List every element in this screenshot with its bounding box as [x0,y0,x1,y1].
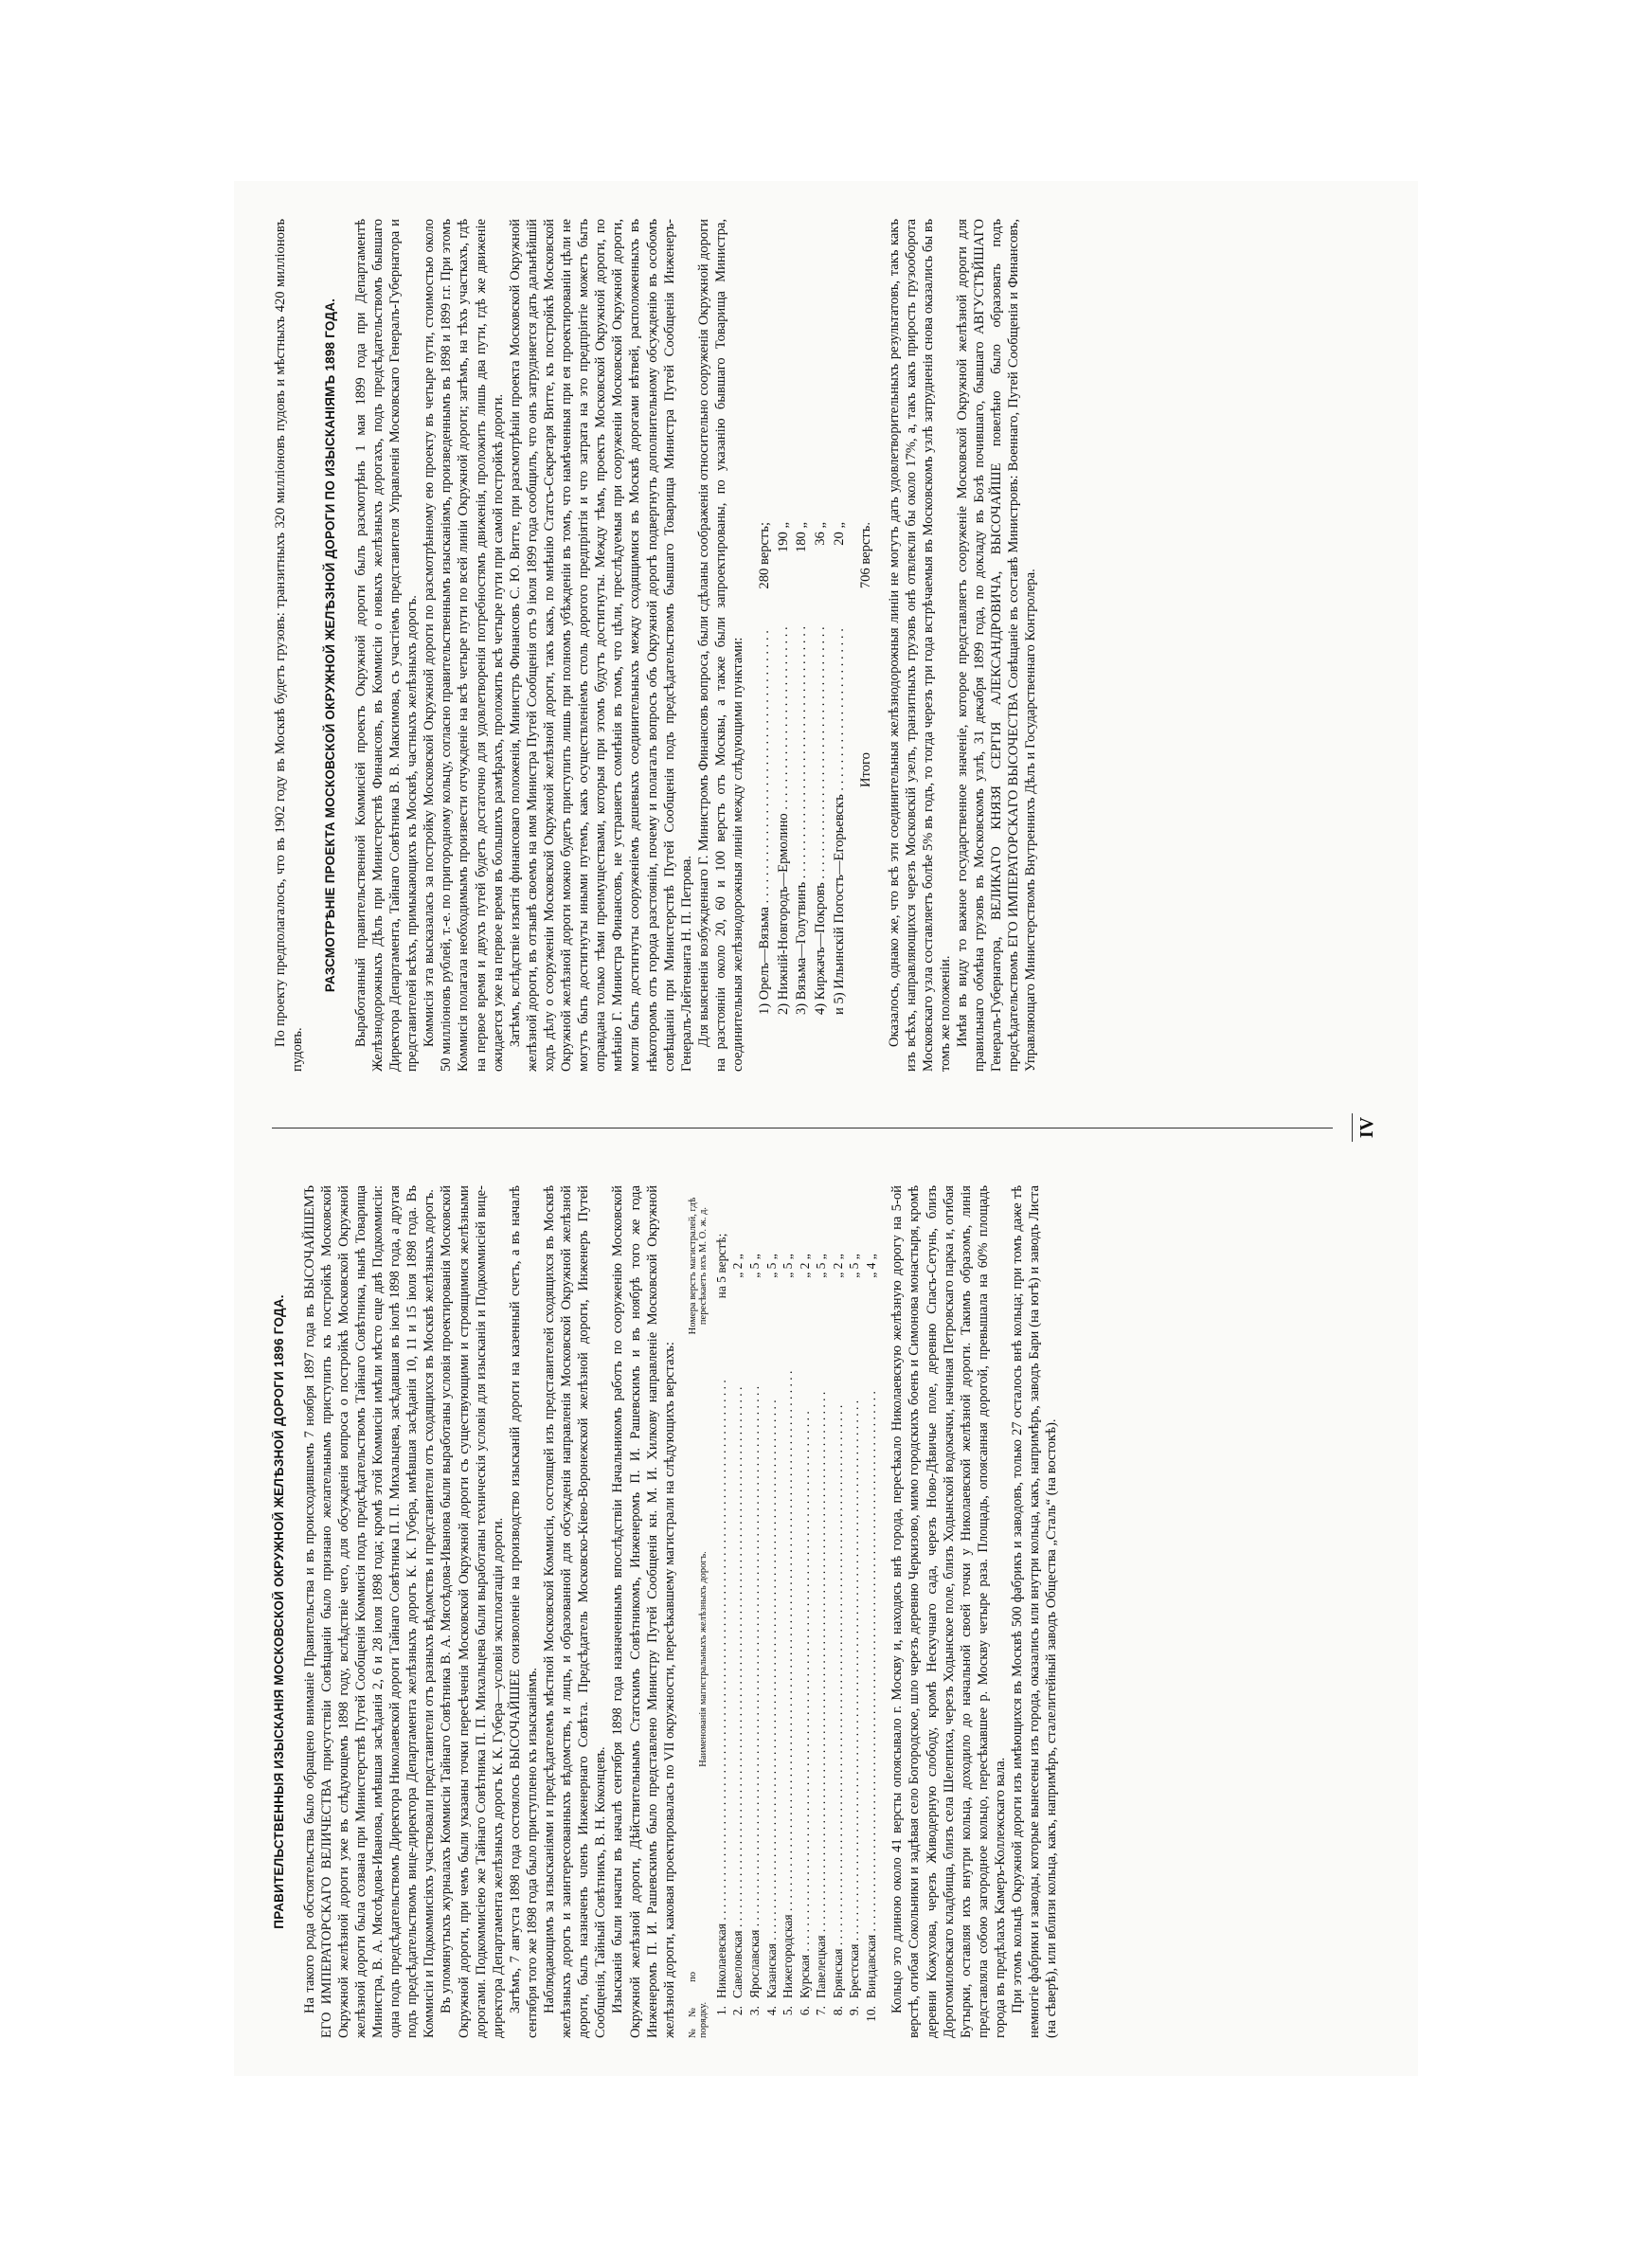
route-name: 2) Нижній-Новгородъ—Ермолино . . . [775,626,794,1015]
list-item [812,522,831,1015]
route-length: 36 „ [813,522,829,546]
row-number: 3. [746,2006,762,2016]
verst-value: „ 5 „ [781,1254,796,1278]
railway-name: Брянская . . . [830,1346,847,1998]
total-label: Итого [857,752,873,787]
paragraph: Выработанный правительственной Коммисіей проектъ Окружной дороги былъ разсмотрѣнъ 1 мая 1899 года при Департаментѣ Желѣзнодорожныхъ Дѣлъ при Министерствѣ Финансовъ, въ Коммисіи о новыхъ желѣзныхъ дорогахъ, подъ предсѣдательствомъ бывшаго Директора Департамента, Тайнаго Совѣтника В. В. Максимова, съ участіемъ представителя Управленія Московскаго Генералъ-Губернатора и представителей всѣхъ, примыкающихъ къ Москвѣ, частныхъ желѣзныхъ дорогъ. [352,219,421,1072]
paragraph: Затѣмъ, вслѣдствіе изъятія финансоваго положенія, Министръ Финансовъ С. Ю. Витте, при разсмотрѣніи проекта Московской Окружной желѣзной дороги, въ отзывѣ своемъ на имя Министра Путей Сообщенія отъ 9 іюля 1899 года сообщилъ, что онъ затрудняется дать дальнѣйшій ходъ дѣлу о сооруженіи Московской Окружной желѣзной дороги, такъ какъ, по мнѣнію Статсъ-Секретаря Витте, къ постройкѣ Московской Окружной желѣзной дороги можно будетъ приступить лишь при полномъ убѣжденіи въ томъ, что намѣченныя при ея проектированіи цѣли не могутъ быть достигнуты иными путемъ, какъ осуществленіемъ столь дорогого предпріятія и что затрата на это предпріятіе можетъ быть оправдана только тѣми преимуществами, которыя при этомъ будутъ достигнуты. Между тѣмъ, проектъ Московской Окружной дороги, по мнѣнію Г. Министра Финансовъ, не устраняетъ сомнѣнія въ томъ, что цѣли, преслѣдуемыя при сооруженіи Московской Окружной дороги, могли быть достигнуты сооруженіемъ дешевыхъ соединительныхъ между сходящимися въ Москвѣ дорогами вѣтвей, расположенныхъ въ нѣкоторомъ отъ города разстояніи, почему и полагалъ вопросъ объ Окружной дорогѣ подвергнуть дополнительному обсужденію въ особомъ совѣщаніи при Министерствѣ Путей Сообщенія подъ предсѣдательствомъ бывшаго Товарища Министра Путей Сообщенія Инженеръ-Генералъ-Лейтенанта Н. П. Петрова. [507,219,694,1072]
verst-value: „ 2 „ [730,1254,745,1278]
row-number: 7. [814,2006,829,2016]
right-column [272,219,1380,1072]
table-row [746,1185,763,2038]
row-number: 1. [713,2006,728,2016]
row-number: 8. [830,2006,845,2016]
paragraph: Имѣя въ виду то важное государственное значеніе, которое представляетъ сооруженіе Московской Окружной желѣзной дороги для правильнаго обмѣна грузовъ въ Московскомъ узлѣ, 31 декабря 1899 года, по докладу въ Бозѣ почившаго, бывшаго АВГУСТѢЙШАГО Генералъ-Губернатора, ВЕЛИКАГО КНЯЗЯ СЕРГІЯ АЛЕКСАНДРОВИЧА, ВЫСОЧАЙШЕ повелѣно было образовать подъ предсѣдательствомъ ЕГО ИМПЕРАТОРСКАГО ВЫСОЧЕСТВА Совѣщаніе въ составѣ Министровъ: Военнаго, Путей Сообщенія и Финансовъ, Управляющаго Министерствомъ Внутреннихъ Дѣлъ и Государственнаго Контролера. [954,219,1039,1072]
verst-value: на 5 верстѣ; [713,1233,728,1299]
column-header-name: Наименованія магистральныхъ желѣзныхъ дорогъ. [698,1551,709,1767]
verst-value: „ 5 „ [746,1254,762,1278]
row-number: 10. [863,2006,878,2022]
paragraph: Для выясненія возбужденнаго Г. Министромъ Финансовъ вопроса, были сдѣланы соображенія относительно сооруженія Окружной дороги на разстояніи около 20, 60 и 100 верстъ отъ Москвы, а также были запроектированы, по указанію бывшаго Товарища Министра, соединительныя желѣзнодорожныя линіи между слѣдующими пунктами: [695,219,745,1072]
table-row [780,1185,797,2038]
railway-name: Савеловская . . . [729,1346,746,1998]
paragraph: По проекту предполагалось, что въ 1902 году въ Москвѣ будетъ грузовъ: транзитныхъ 320 милліоновъ пудовъ и мѣстныхъ 420 милліоновъ пудовъ. [273,219,306,1072]
paragraph: При этомъ кольцѣ Окружной дороги изъ имѣющихся въ Москвѣ 500 фабрикъ и заводовъ, только 27 осталось внѣ кольца; при томъ даже тѣ немногіе фабрики и заводы, которые вынесены изъ города, оказались или внутри кольца, какъ, напримѣръ, заводъ Бари (на югѣ) и заводъ Листа (на сѣверѣ), или вблизи кольца, какъ, напримѣръ, сталелитейный заводъ Общества „Сталь“ (на востокѣ). [1010,1185,1060,2038]
railway-name: Ярославская . . . [746,1346,763,1998]
paragraph: Коммисія эта высказалась за постройку Московской Окружной дороги по разсмотрѣнному ею проекту въ четыре пути, стоимостью около 50 милліоновъ рублей, т.-е. по пригородному кольцу, согласно правительственнымъ изысканіямъ, произведеннымъ въ 1898 и 1899 г.г. При этомъ Коммисія полагала необходимымъ произвести отчужденіе на всѣ четыре пути по всей линіи Окружной дороги; затѣмъ, на тѣхъ участкахъ, гдѣ на первое время и двухъ путей будетъ достаточно для удовлетворенія потребностямъ движенія, проложить лишь два пути, гдѣ же движеніе ожидается уже на первое время въ большихъ размѣрахъ, проложить всѣ четыре пути при самой постройкѣ дороги. [422,219,506,1072]
verst-value: „ 5 „ [814,1254,829,1278]
railway-name: Брестская . . . [846,1346,863,1998]
column-header-number: №№ по порядку. [687,1972,709,2038]
list-item [793,522,812,1015]
table-header [688,1185,709,2038]
row-number: 6. [797,2006,812,2016]
row-number: 9. [847,2006,862,2016]
total-value: 706 верстъ. [857,522,873,589]
railway-name: Виндавская . . . [863,1346,880,1998]
route-length: 20 „ [831,522,847,546]
verst-value: „ 2 „ [797,1254,812,1278]
table-row [713,1185,730,2038]
route-length: 280 верстъ; [757,522,773,589]
routes-total [857,522,874,787]
table-row [797,1185,814,2038]
table-row [863,1185,880,2038]
paragraph: Въ упомянутыхъ журналахъ Коммисіи Тайнаго Совѣтника В. А. Мясоѣдова-Иванова были выработаны условія проектированія Московской Окружной дороги, при чемъ были указаны точки пересѣченія Московской Окружной дороги съ существующими и строящимися желѣзными дорогами. Подкоммисіею же Тайнаго Совѣтника П. П. Михальцева были выработаны техническія условія для изысканія и Подкоммисіей вице-директора Департамента желѣзныхъ дорогъ К. К. Губера—условія эксплоатаціи дороги. [439,1185,506,2038]
railway-name: Курская . . . [797,1346,814,1998]
route-name: 3) Вязьма—Голутвинъ . . . [793,626,812,1015]
paragraph: На такого рода обстоятельства было обращено вниманіе Правительства и въ происходившемъ 7 ноября 1897 года въ ВЫСОЧАЙШЕМЪ ЕГО ИМПЕРАТОРСКАГО ВЕЛИЧЕСТВА присутствіи Совѣщаніи было признано желательнымъ приступить къ постройкѣ Московской Окружной желѣзной дороги уже въ слѣдующемъ 1898 году, вслѣдствіе чего, для обсужденія вопроса о постройкѣ Московской Окружной желѣзной дороги была созвана при Министерствѣ Путей Сообщенія Коммисія подъ предсѣдательствомъ Тайнаго Совѣтника, нынѣ Товарища Министра, В. А. Мясоѣдова-Иванова, имѣвшая засѣданія 2, 6 и 28 іюля 1898 года; кромѣ этой Коммисіи имѣли мѣсто еще двѣ Подкоммисіи: одна подъ предсѣдательствомъ Директора Николаевской дороги Тайнаго Совѣтника П. П. Михальцева, засѣдавшая въ іюлѣ 1898 года, а другая подъ предсѣдательствомъ вице-директора Департамента желѣзныхъ дорогъ К. К. Губера, имѣвшая засѣданія 10, 11 и 15 іюля 1898 года. Въ Коммисіи и Подкоммисіяхъ участвовали представители отъ разныхъ вѣдомствъ и представители отъ сходящихся въ Москвѣ желѣзныхъ дорогъ. [301,1185,438,2038]
list-item [831,522,850,1015]
column-header-verst: Номера верстъ магистралей, гдѣ пересѣкаетъ ихъ М. О. ж. д. [687,1197,709,1335]
row-number: 4. [763,2006,779,2016]
verst-value: „ 4 „ [863,1254,878,1278]
railway-crossings-table [688,1185,880,2038]
table-row [729,1185,746,2038]
route-name: 1) Орелъ—Вязьма . . . [756,626,775,1015]
route-name: 4) Киржачъ—Покровъ . . . [812,626,831,1015]
connecting-lines-list [756,522,849,1015]
page-number: IV [1352,1113,1378,1142]
list-item [756,522,775,1015]
row-number: 2. [730,2006,745,2016]
paragraph: Затѣмъ, 7 августа 1898 года состоялось ВЫСОЧАЙШЕЕ соизволеніе на производство изысканій дороги на казенный счетъ, а въ началѣ сентября того же 1898 года было приступлено къ изысканіямъ. [507,1185,540,2038]
left-section-title: ПРАВИТЕЛЬСТВЕННЫЯ ИЗЫСКАНІЯ МОСКОВСКОЙ ОКРУЖНОЙ ЖЕЛѢЗНОЙ ДОРОГИ 1896 ГОДА. [272,1294,286,1929]
table-row [846,1185,863,2038]
left-column [272,1185,1380,2038]
paragraph: Оказалось, однако же, что всѣ эти соединительныя желѣзнодорожныя линіи не могутъ дать удовлетворительныхъ результатовъ, такъ какъ изъ всѣхъ, направляющихся черезъ Московскій узелъ, транзитныхъ грузовъ онѣ отвлекли бы около 17%, а, такъ какъ прирость грузооборота Московскаго узла составляетъ болѣе 5% въ годъ, то тогда черезъ три года встрѣчаемыя въ Московскомъ узлѣ затрудненія снова оказались бы въ томъ же положеніи. [886,219,953,1072]
route-length: 180 „ [794,522,810,553]
railway-name: Казанская . . . [763,1346,781,1998]
list-item [775,522,794,1015]
route-name: и 5) Ильинскій Погостъ—Егорьевскъ . . . [831,626,850,1015]
railway-name: Николаевская . . . [713,1346,730,1998]
table-row [813,1185,830,2038]
verst-value: „ 5 „ [847,1254,862,1278]
paragraph: Наблюдающимъ за изысканіями и предсѣдателемъ мѣстной Московской Коммисіи, состоящей изъ представителей сходящихся въ Москвѣ желѣзныхъ дорогъ и заинтересованныхъ вѣдомствъ, и лицъ, и образованной для обсужденія направленія Московской Окружной желѣзной дороги, былъ назначенъ членъ Инженернаго Совѣта. Предсѣдатель Московско-Кіево-Воронежской желѣзной дороги, Инженеръ Путей Сообщенія, Тайный Совѣтникъ, В. Н. Коконцевъ. [542,1185,609,2038]
row-number: 5. [781,2006,796,2016]
paragraph: Кольцо это длиною около 41 версты опоясывало г. Москву и, находясь внѣ города, пересѣкало Николаевскую желѣзную дорогу на 5-ой верстѣ, огибая Сокольники и задѣвая село Богородское, шло черезъ деревню Черкизово, мимо городскихъ боенъ и Симонова монастыря, кромѣ деревни Кожухова, черезъ Живодерную слободу, кромѣ Нескучнаго сада, черезъ Ново-Дѣвичье поле, деревню Спасъ-Сетунь, близъ Дорогомиловскаго кладбища, близъ села Шелепиха, черезъ Ходынское поле, близъ Ходынской водокачки, начиная Петровскаго парка и, огибая Бутырки, оставляя ихъ внутри кольца, доходило до начальной своей точки у Николаевской желѣзной дороги. Такимъ образомъ, линія представляла собою загородное кольцо, пересѣкавшее р. Москву четыре раза. Площадь, опоясанная дорогой, превышала на 60% площадь города въ предѣлахъ Камеръ-Коллежскаго вала. [889,1185,1008,2038]
verst-value: „ 5 „ [763,1254,779,1278]
table-row [830,1185,847,2038]
paragraph: Изысканія были начаты въ началѣ сентября 1898 года назначеннымъ впослѣдствіи Начальникомъ работъ по сооруженію Московской Окружной желѣзной дороги, Дѣйствительнымъ Статскимъ Совѣтникомъ, Инженеромъ П. И. Рашевскимъ и въ ноябрѣ того же года Инженеромъ П. И. Рашевскимъ было представлено Министру Путей Сообщенія кн. М. И. Хилкову направленіе Московской Окружной желѣзной дороги, каковая проектировалась по VII окружности, пересѣкавшему магистрали на слѣдующихъ верстахъ: [610,1185,677,2038]
route-length: 190 „ [775,522,791,553]
railway-name: Павелецкая . . . [813,1346,830,1998]
verst-value: „ 2 „ [830,1254,845,1278]
table-row [763,1185,781,2038]
rotated-page [234,181,1418,2076]
railway-name: Нижегородская . . . [780,1346,797,1998]
right-section-title: РАЗСМОТРѢНІЕ ПРОЕКТА МОСКОВСКОЙ ОКРУЖНОЙ ЖЕЛѢЗНОЙ ДОРОГИ ПО ИЗЫСКАНІЯМЪ 1898 ГОДА. [323,298,338,993]
